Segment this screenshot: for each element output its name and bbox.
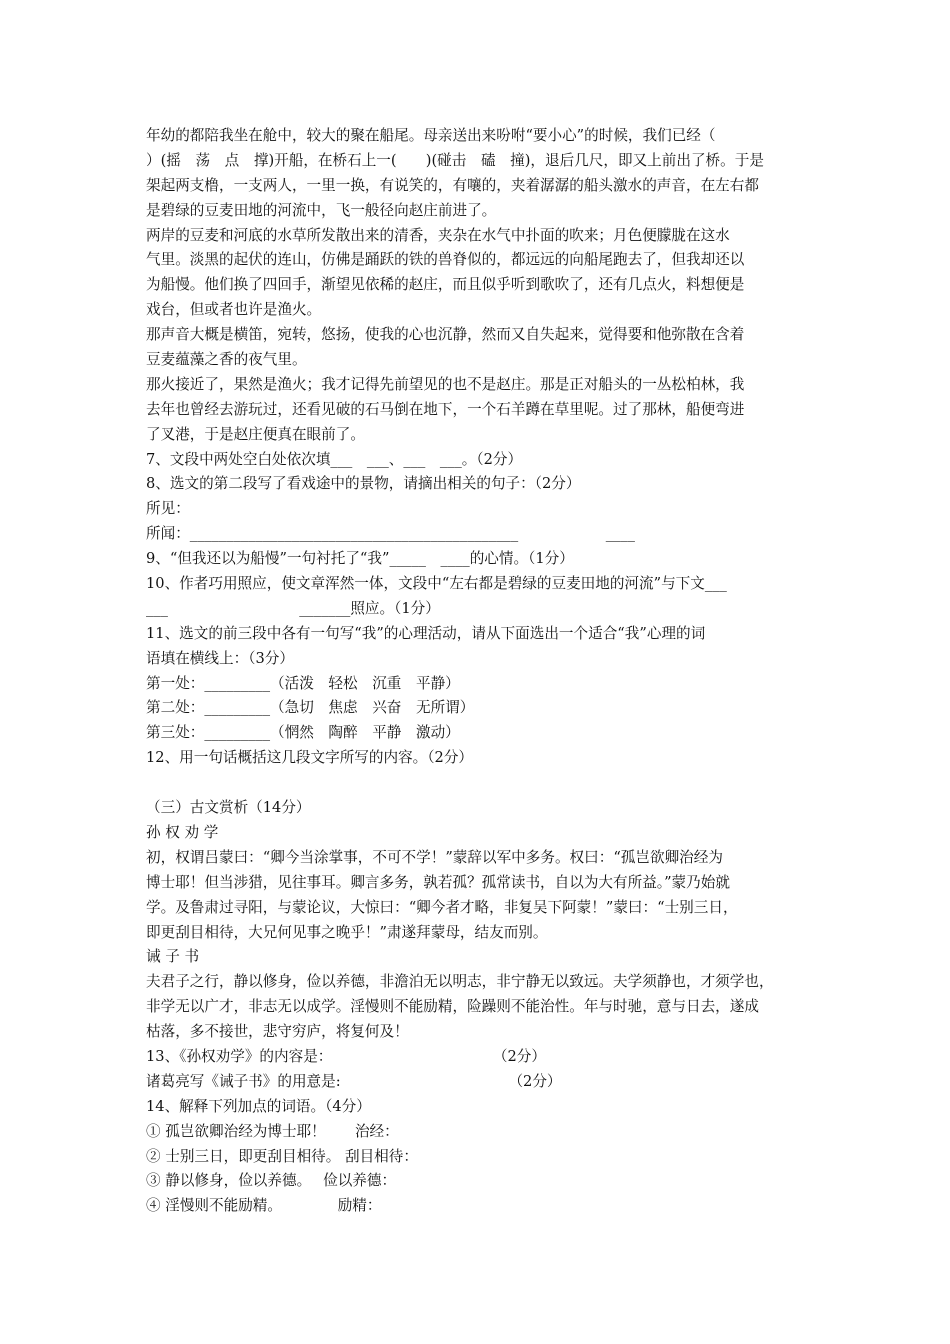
text-line: 博士耶！但当涉猎，见往事耳。卿言多务，孰若孤？孤常读书，自以为大有所益。”蒙乃始就 <box>146 873 730 891</box>
text-title: 诫 子 书 <box>146 948 200 966</box>
passage-line: ）(摇 荡 点 撑)开船，在桥石上一( )(碰击 磕 撞)，退后几尺，即又上前出了桥。于是 <box>146 151 764 169</box>
passage-line: 是碧绿的豆麦田地的河流中，飞一般径向赵庄前进了。 <box>146 201 497 219</box>
question-line: ① 孤岂欲卿治经为博士耶！ 治经： <box>146 1122 399 1140</box>
document-page <box>146 124 814 1219</box>
text-line: 夫君子之行，静以修身，俭以养德，非澹泊无以明志，非宁静无以致远。夫学须静也，才须学也， <box>146 973 774 991</box>
passage-line: 那声音大概是横笛，宛转，悠扬，使我的心也沉静，然而又自失起来，觉得要和他弥散在含着 <box>146 326 745 344</box>
passage-reading <box>146 124 814 448</box>
question-line: 所见： <box>146 500 190 518</box>
question-line: ② 士别三日，即更刮目相待。 刮目相待： <box>146 1147 418 1165</box>
passage-line: 那火接近了，果然是渔火；我才记得先前望见的也不是赵庄。那是正对船头的一丛松柏林，我 <box>146 375 745 393</box>
passage-line: 豆麦蕴藻之香的夜气里。 <box>146 351 307 369</box>
text-title: 孙 权 劝 学 <box>146 823 219 841</box>
passage-line: 年幼的都陪我坐在舱中，较大的聚在船尾。母亲送出来吩咐“要小心”的时候，我们已经（ <box>146 127 716 144</box>
passage-line: 架起两支橹，一支两人，一里一换，有说笑的，有嚷的，夹着潺潺的船头激水的声音，在左右都 <box>146 176 759 194</box>
question-line: 语填在横线上：（3分） <box>146 649 294 667</box>
question-line: 7、文段中两处空白处依次填___ ___、___ ___。（2分） <box>146 450 523 468</box>
passage-line: 戏台，但或者也许是渔火。 <box>146 301 322 319</box>
passage-line: 两岸的豆麦和河底的水草所发散出来的清香，夹杂在水气中扑面的吹来；月色便朦胧在这水 <box>146 226 730 244</box>
text-line: 初，权谓吕蒙曰：“卿今当涂掌事，不可不学！”蒙辞以军中多务。权曰：“孤岂欲卿治经为 <box>146 848 723 866</box>
question-line: 10、作者巧用照应，使文章浑然一体，文段中“左右都是碧绿的豆麦田地的河流”与下文___ <box>146 575 727 593</box>
passage-line: 气里。淡黑的起伏的连山，仿佛是踊跃的铁的兽脊似的，都远远的向船尾跑去了，但我却还以 <box>146 251 745 269</box>
question-line: ④ 淫慢则不能励精。 励精： <box>146 1197 382 1215</box>
question-line: ③ 静以修身，俭以养德。 俭以养德： <box>146 1172 397 1190</box>
passage-line: 去年也曾经去游玩过，还看见破的石马倒在地下，一个石羊蹲在草里呢。过了那林，船便弯进 <box>146 400 745 418</box>
text-line: 非学无以广才，非志无以成学。淫慢则不能励精，险躁则不能治性。年与时驰，意与日去，遂成 <box>146 998 759 1016</box>
passage-line: 了叉港，于是赵庄便真在眼前了。 <box>146 425 365 443</box>
question-line: 诸葛亮写《诫子书》的用意是: （2分） <box>146 1072 562 1090</box>
question-line: 11、选文的前三段中各有一句写“我”的心理活动，请从下面选出一个适合“我”心理的词 <box>146 624 706 642</box>
question-line: 9、“但我还以为船慢”一句衬托了“我”_____ ____的心情。（1分） <box>146 550 574 568</box>
passage-line: 为船慢。他们换了四回手，渐望见依稀的赵庄，而且似乎听到歌吹了，还有几点火，料想便是 <box>146 276 745 294</box>
text-line: 即更刮目相待，大兄何见事之晚乎！”肃遂拜蒙母，结友而别。 <box>146 923 548 941</box>
question-line: 8、选文的第二段写了看戏途中的景物，请摘出相关的句子：（2分） <box>146 475 581 493</box>
question-line: ___ _______照应。（1分） <box>146 599 440 617</box>
question-line: 第一处：_________（活泼 轻松 沉重 平静） <box>146 674 460 692</box>
text-line: 学。及鲁肃过寻阳，与蒙论议，大惊曰：“卿今者才略，非复吴下阿蒙！”蒙曰：“士别三日， <box>146 898 738 916</box>
question-line: 13、《孙权劝学》的内容是： （2分） <box>146 1047 546 1065</box>
question-line: 14、解释下列加点的词语。（4分） <box>146 1097 371 1115</box>
question-line: 12、用一句话概括这几段文字所写的内容。（2分） <box>146 749 474 767</box>
question-line: 第二处：_________（急切 焦虑 兴奋 无所谓） <box>146 699 475 717</box>
spacer <box>146 771 814 796</box>
section-heading: （三）古文赏析（14分） <box>146 799 311 817</box>
text-line: 枯落，多不接世，悲守穷庐，将复何及！ <box>146 1023 409 1041</box>
section-classical-chinese <box>146 796 814 1219</box>
questions-7-to-12 <box>146 448 814 772</box>
question-line: 所闻：_____________________________________________ ____ <box>146 525 635 543</box>
question-line: 第三处：_________（惘然 陶醉 平静 激动） <box>146 724 460 742</box>
